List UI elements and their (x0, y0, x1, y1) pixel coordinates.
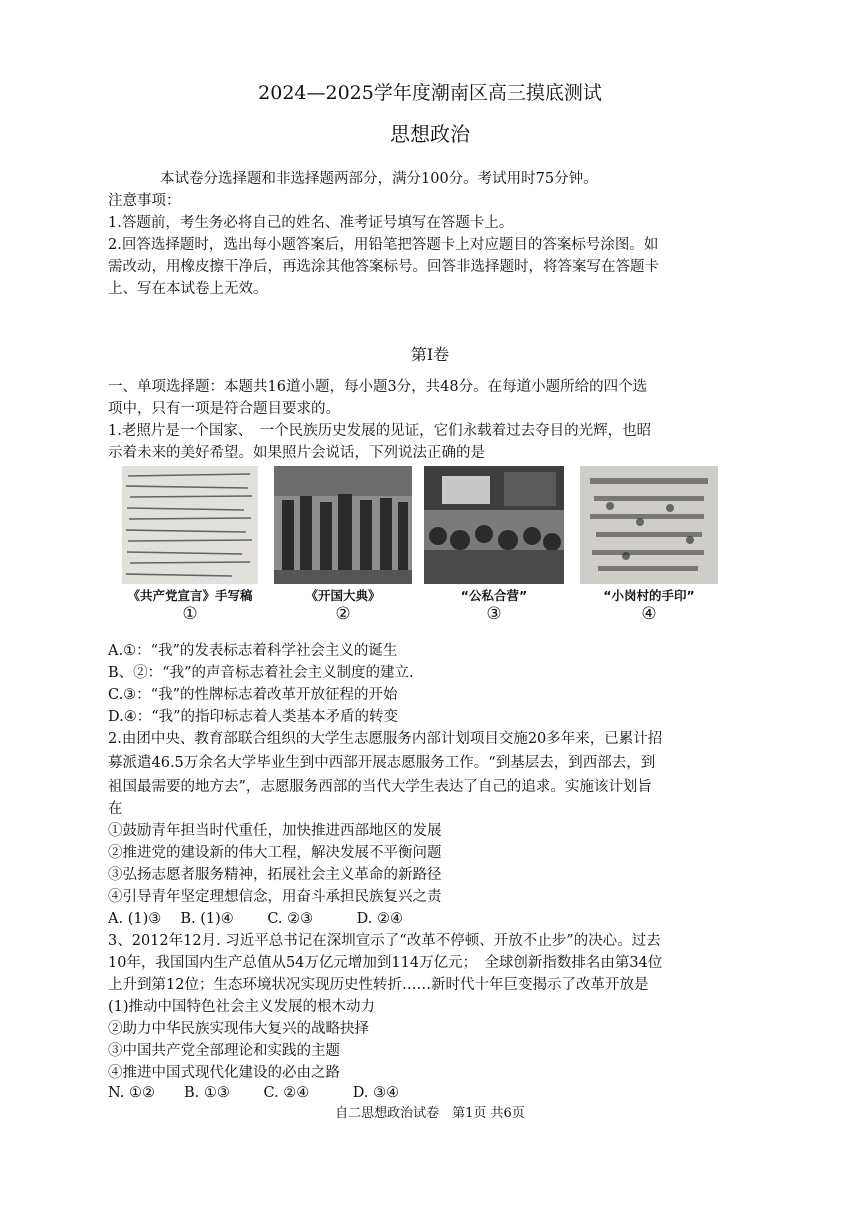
q2-item-3: ③弘扬志愿者服务精神，拓展社会主义革命的新路径 (108, 867, 442, 883)
q2-item-4: ④引导青年坚定理想信念，用奋斗承担民族复兴之责 (108, 889, 442, 905)
photo-number-3: ③ (486, 604, 502, 624)
intro-text: 本试卷分选择题和非选择题两部分，满分100分。考试用时75分钟。 (160, 171, 598, 187)
q1-option-d: D.④：“我”的指印标志着人类基本矛盾的转变 (108, 709, 399, 725)
q1-stem-line1: 1.老照片是一个国家、 一个民族历史发展的见证，它们永载着过去夺目的光辉，也昭 (108, 423, 652, 439)
q1-option-c: C.③：“我”的性牌标志着改革开放征程的开始 (108, 687, 398, 703)
q1-option-b: B、②：“我”的声音标志着社会主义制度的建立. (108, 665, 414, 681)
q3-stem-line1: 3、2012年12月. 习近平总书记在深圳宣示了“改革不停顿、开放不止步”的决心。过去 (108, 933, 661, 949)
q2-answers: A. (1)③ B. (1)④ C. ②③ D. ②④ (108, 911, 403, 927)
exam-title: 2024—2025学年度潮南区高三摸底测试 (258, 82, 602, 104)
photo-caption-3: “公私合营” (460, 588, 528, 603)
q1-option-a: A.①：“我”的发表标志着科学社会主义的诞生 (108, 643, 398, 659)
q3-item-3: ③中国共产党全部理论和实践的主题 (108, 1043, 340, 1059)
subject-title: 思想政治 (390, 122, 470, 146)
q2-stem-line3: 祖国最需要的地方去”，志愿服务西部的当代大学生表达了自己的追求。实施该计划旨 (108, 779, 652, 795)
q3-answers: N. ①② B. ①③ C. ②④ D. ③④ (108, 1085, 400, 1101)
q2-item-1: ①鼓励青年担当时代重任，加快推进西部地区的发展 (108, 823, 442, 839)
q3-item-2: ②助力中华民族实现伟大复兴的战略抉择 (108, 1021, 369, 1037)
q2-stem-line4: 在 (108, 801, 123, 817)
section-desc-line2: 项中，只有一项是符合题目要求的。 (108, 401, 340, 417)
photo-caption-2: 《开国大典》 (305, 588, 381, 603)
joint-venture-image (424, 466, 564, 584)
notice-heading: 注意事项： (108, 193, 181, 209)
q3-stem-line2: 10年，我国国内生产总值从54万亿元增加到114万亿元； 全球创新指数排名由第34位 (108, 955, 663, 971)
notice-item-2-line2: 需改动，用橡皮擦干净后，再选涂其他答案标号。回答非选择题时，将答案写在答题卡 (108, 259, 659, 275)
page-footer: 自二思想政治试卷 第1页 共6页 (335, 1106, 525, 1121)
photo-founding-ceremony (274, 466, 412, 584)
q2-item-2: ②推进党的建设新的伟大工程，解决发展不平衡问题 (108, 845, 442, 861)
q2-stem-line2: 募派遣46.5万余名大学毕业生到中西部开展志愿服务工作。“到基层去，到西部去，到 (108, 755, 656, 771)
q2-stem-line1: 2.由团中央、教育部联合组织的大学生志愿服务内部计划项目交施20多年来，已累计招 (108, 731, 663, 747)
notice-item-2-line1: 2.回答选择题时，选出每小题答案后，用铅笔把答题卡上对应题目的答案标号涂图。如 (108, 237, 659, 253)
section-title: 第Ⅰ卷 (410, 345, 450, 364)
photo-number-2: ② (335, 604, 351, 624)
manuscript-image (122, 466, 258, 584)
photo-number-1: ① (182, 604, 198, 624)
photo-joint-venture (424, 466, 564, 584)
photo-manuscript (122, 466, 258, 584)
photo-caption-4: “小岗村的手印” (603, 588, 695, 603)
ceremony-image (274, 466, 412, 584)
q3-stem-line3: 上升到第12位；生态环境状况实现历史性转折……新时代十年巨变揭示了改革开放是 (108, 977, 649, 993)
photo-caption-1: 《共产党宣言》手写稿 (127, 588, 253, 603)
photo-xiaogang-handprint (580, 466, 718, 584)
photo-number-4: ④ (641, 604, 657, 624)
q3-item-1: (1)推动中国特色社会主义发展的根木动力 (108, 999, 376, 1015)
q1-stem-line2: 示着未来的美好希望。如果照片会说话，下列说法正确的是 (108, 445, 485, 461)
handprint-image (580, 466, 718, 584)
section-desc-line1: 一、单项选择题：本题共16道小题，每小题3分，共48分。在每道小题所给的四个选 (108, 379, 648, 395)
notice-item-2-line3: 上、写在本试卷上无效。 (108, 281, 268, 297)
q3-item-4: ④推进中国式现代化建设的必由之路 (108, 1065, 340, 1081)
notice-item-1: 1.答题前，考生务必将自己的姓名、准考证号填写在答题卡上。 (108, 215, 514, 231)
